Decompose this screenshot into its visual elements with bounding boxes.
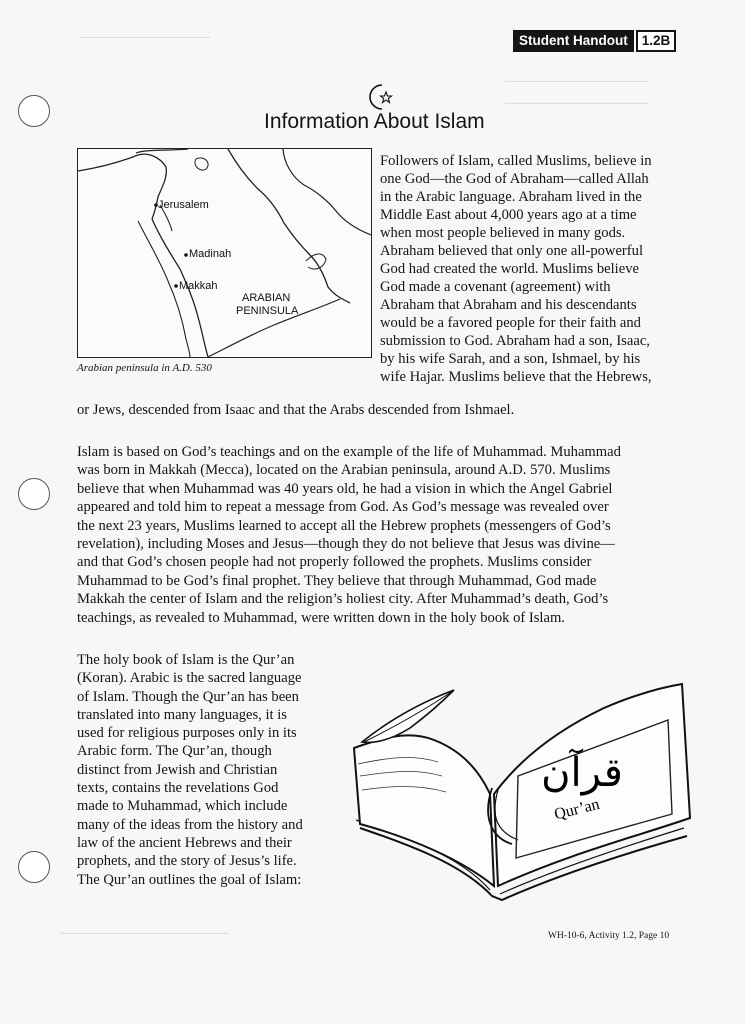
text-line: law of the ancient Hebrews and their xyxy=(77,834,292,851)
text-line: distinct from Jewish and Christian xyxy=(77,761,278,778)
text-line: would be a favored people for their faith and xyxy=(380,315,641,331)
text-line: the next 23 years, Muslims learned to accept all the Hebrew prophets (messengers of God’s xyxy=(77,517,611,534)
text-line: The Qur’an outlines the goal of Islam: xyxy=(77,871,302,888)
text-line: of Islam. Though the Qur’an has been xyxy=(77,688,299,705)
text-line: many of the ideas from the history and xyxy=(77,816,303,833)
text-line: teachings, as revealed to Muhammad, were written down in the holy book of Islam. xyxy=(77,609,565,626)
text-line: God made a covenant (agreement) with xyxy=(380,279,611,295)
map-label-peninsula: PENINSULA xyxy=(236,305,299,317)
text-line: Abraham that Abraham and his descendants xyxy=(380,297,637,313)
handout-badge xyxy=(513,30,676,52)
page-title: Information About Islam xyxy=(264,110,485,133)
text-line: submission to God. Abraham had a son, Isaac, xyxy=(380,333,650,349)
handout-page: ——————————— ——————————— —————————— ————————————— Student Handout 1.2B Information About Islam Jerusalem Madinah Makkah ARABIAN PENINSULA Arabian peninsula in A.D. 530 Followers of Islam, called Muslims, believe in one God—the God of Abraham—called Allah in the Arabic language. Abraham lived in the Middle East about 4,000 years ago at a time when most people believed in many gods. Abraham believed that only one all-powerful God had created the world. Muslims believe God made a covenant (agreement) with Abraham that Abraham and his descendants would be a favored people for their faith and submission to God. Abraham had a son, Isaac, by his wife Sarah, and a son, Ishmael, by his wife Hajar. Muslims believe that the Hebrews, or Jews, descended from Isaac and that the Arabs descended from Ishmael. Islam is based on God’s teachings and on the example of the life of Muhammad. Muhammad was born in Makkah (Mecca), located on the Arabian peninsula, around A.D. 570. Muslims believe that when Muhammad was 40 years old, he had a vision in which the Angel Gabriel appeared and told him to repeat a message from God. As God’s message was revealed over the next 23 years, Muslims learned to accept all the Hebrew prophets (messengers of God’s revelation), including Moses and Jesus—though they do not believe that Jesus was divine— and that God’s chosen people had not properly followed the prophets. Muslims consider Muhammad to be God’s final prophet. They believe that through Muhammad, God made Makkah the center of Islam and the religion’s holiest city. After Muhammad’s death, God’s teachings, as revealed to Muhammad, were written down in the holy book of Islam. The holy book of Islam is the Qur’an (Koran). Arabic is the sacred language of Islam. Though the Qur’an has been translated into many languages, it is used for religious purposes only in its Arabic form. The Qur’an, though distinct from Jewish and Christian texts, contains the revelations God made to Muhammad, which include many of the ideas from the history and law of the ancient Hebrews and their prophets, and the story of Jesus’s life. The Qur’an outlines the goal of Islam: قرآن Qur’an WH-10-6, Activity 1.2, Page 10 xyxy=(0,0,745,1024)
handout-number: 1.2B xyxy=(636,30,677,52)
text-line: Followers of Islam, called Muslims, believe in xyxy=(380,153,652,169)
text-line: wife Hajar. Muslims believe that the Hebrews, xyxy=(380,369,652,385)
quran-latin-title: Qur’an xyxy=(552,795,602,824)
binder-hole-bottom xyxy=(18,851,50,883)
text-line: in the Arabic language. Abraham lived in the xyxy=(380,189,642,205)
text-line: by his wife Sarah, and a son, Ishmael, by his xyxy=(380,351,641,367)
text-line: Arabic form. The Qur’an, though xyxy=(77,743,272,760)
text-line: made to Muhammad, which include xyxy=(77,798,288,815)
map-caption: Arabian peninsula in A.D. 530 xyxy=(77,362,212,374)
text-line: and that God’s chosen people had not properly followed the prophets. Muslims consider xyxy=(77,554,592,571)
text-line: Muhammad to be God’s final prophet. They believe that through Muhammad, God made xyxy=(77,572,597,589)
binder-hole-top xyxy=(18,95,50,127)
text-line: texts, contains the revelations God xyxy=(77,780,279,797)
map-label-makkah: Makkah xyxy=(179,280,218,292)
text-line: revelation), including Moses and Jesus—though they do not believe that Jesus was divine— xyxy=(77,536,615,553)
text-line: prophets, and the story of Jesus’s life. xyxy=(77,853,297,870)
binder-hole-middle xyxy=(18,478,50,510)
text-line: translated into many languages, it is xyxy=(77,706,287,723)
paragraph-muhammad xyxy=(77,443,682,627)
map-label-arabian: ARABIAN xyxy=(242,292,291,304)
text-line: one God—the God of Abraham—called Allah xyxy=(380,171,649,187)
text-line: used for religious purposes only in its xyxy=(77,725,297,742)
text-line: The holy book of Islam is the Qur’an xyxy=(77,652,295,668)
text-line: Makkah the center of Islam and the religion’s holiest city. After Muhammad’s death, God’s xyxy=(77,591,609,608)
text-line: Islam is based on God’s teachings and on the example of the life of Muhammad. Muhammad xyxy=(77,444,621,460)
text-line: believe that when Muhammad was 40 years old, he had a vision in which the Angel Gabriel xyxy=(77,480,613,497)
paragraph-abraham-tail: or Jews, descended from Isaac and that the Arabs descended from Ishmael. xyxy=(77,402,515,418)
page-footer: WH-10-6, Activity 1.2, Page 10 xyxy=(548,931,670,941)
handout-label: Student Handout xyxy=(513,30,634,52)
quran-arabic-title: قرآن xyxy=(541,750,623,796)
text-line: when most people believed in many gods. xyxy=(380,225,626,241)
text-line: appeared and told him to repeat a message from God. As God’s message was revealed over xyxy=(77,499,609,516)
text-line: (Koran). Arabic is the sacred language xyxy=(77,670,302,687)
crescent-star-icon xyxy=(366,82,398,112)
text-line: God had created the world. Muslims believe xyxy=(380,261,639,277)
paragraph-quran xyxy=(77,651,329,889)
map-label-jerusalem: Jerusalem xyxy=(158,199,209,211)
open-quran-book-illustration xyxy=(342,668,712,908)
text-line: was born in Makkah (Mecca), located on the Arabian peninsula, around A.D. 570. Muslims xyxy=(77,462,611,479)
paragraph-abraham xyxy=(380,152,672,386)
map-label-madinah: Madinah xyxy=(189,248,232,260)
arabian-peninsula-map xyxy=(77,148,372,358)
text-line: Middle East about 4,000 years ago at a time xyxy=(380,207,637,223)
text-line: Abraham believed that only one all-powerful xyxy=(380,243,644,259)
